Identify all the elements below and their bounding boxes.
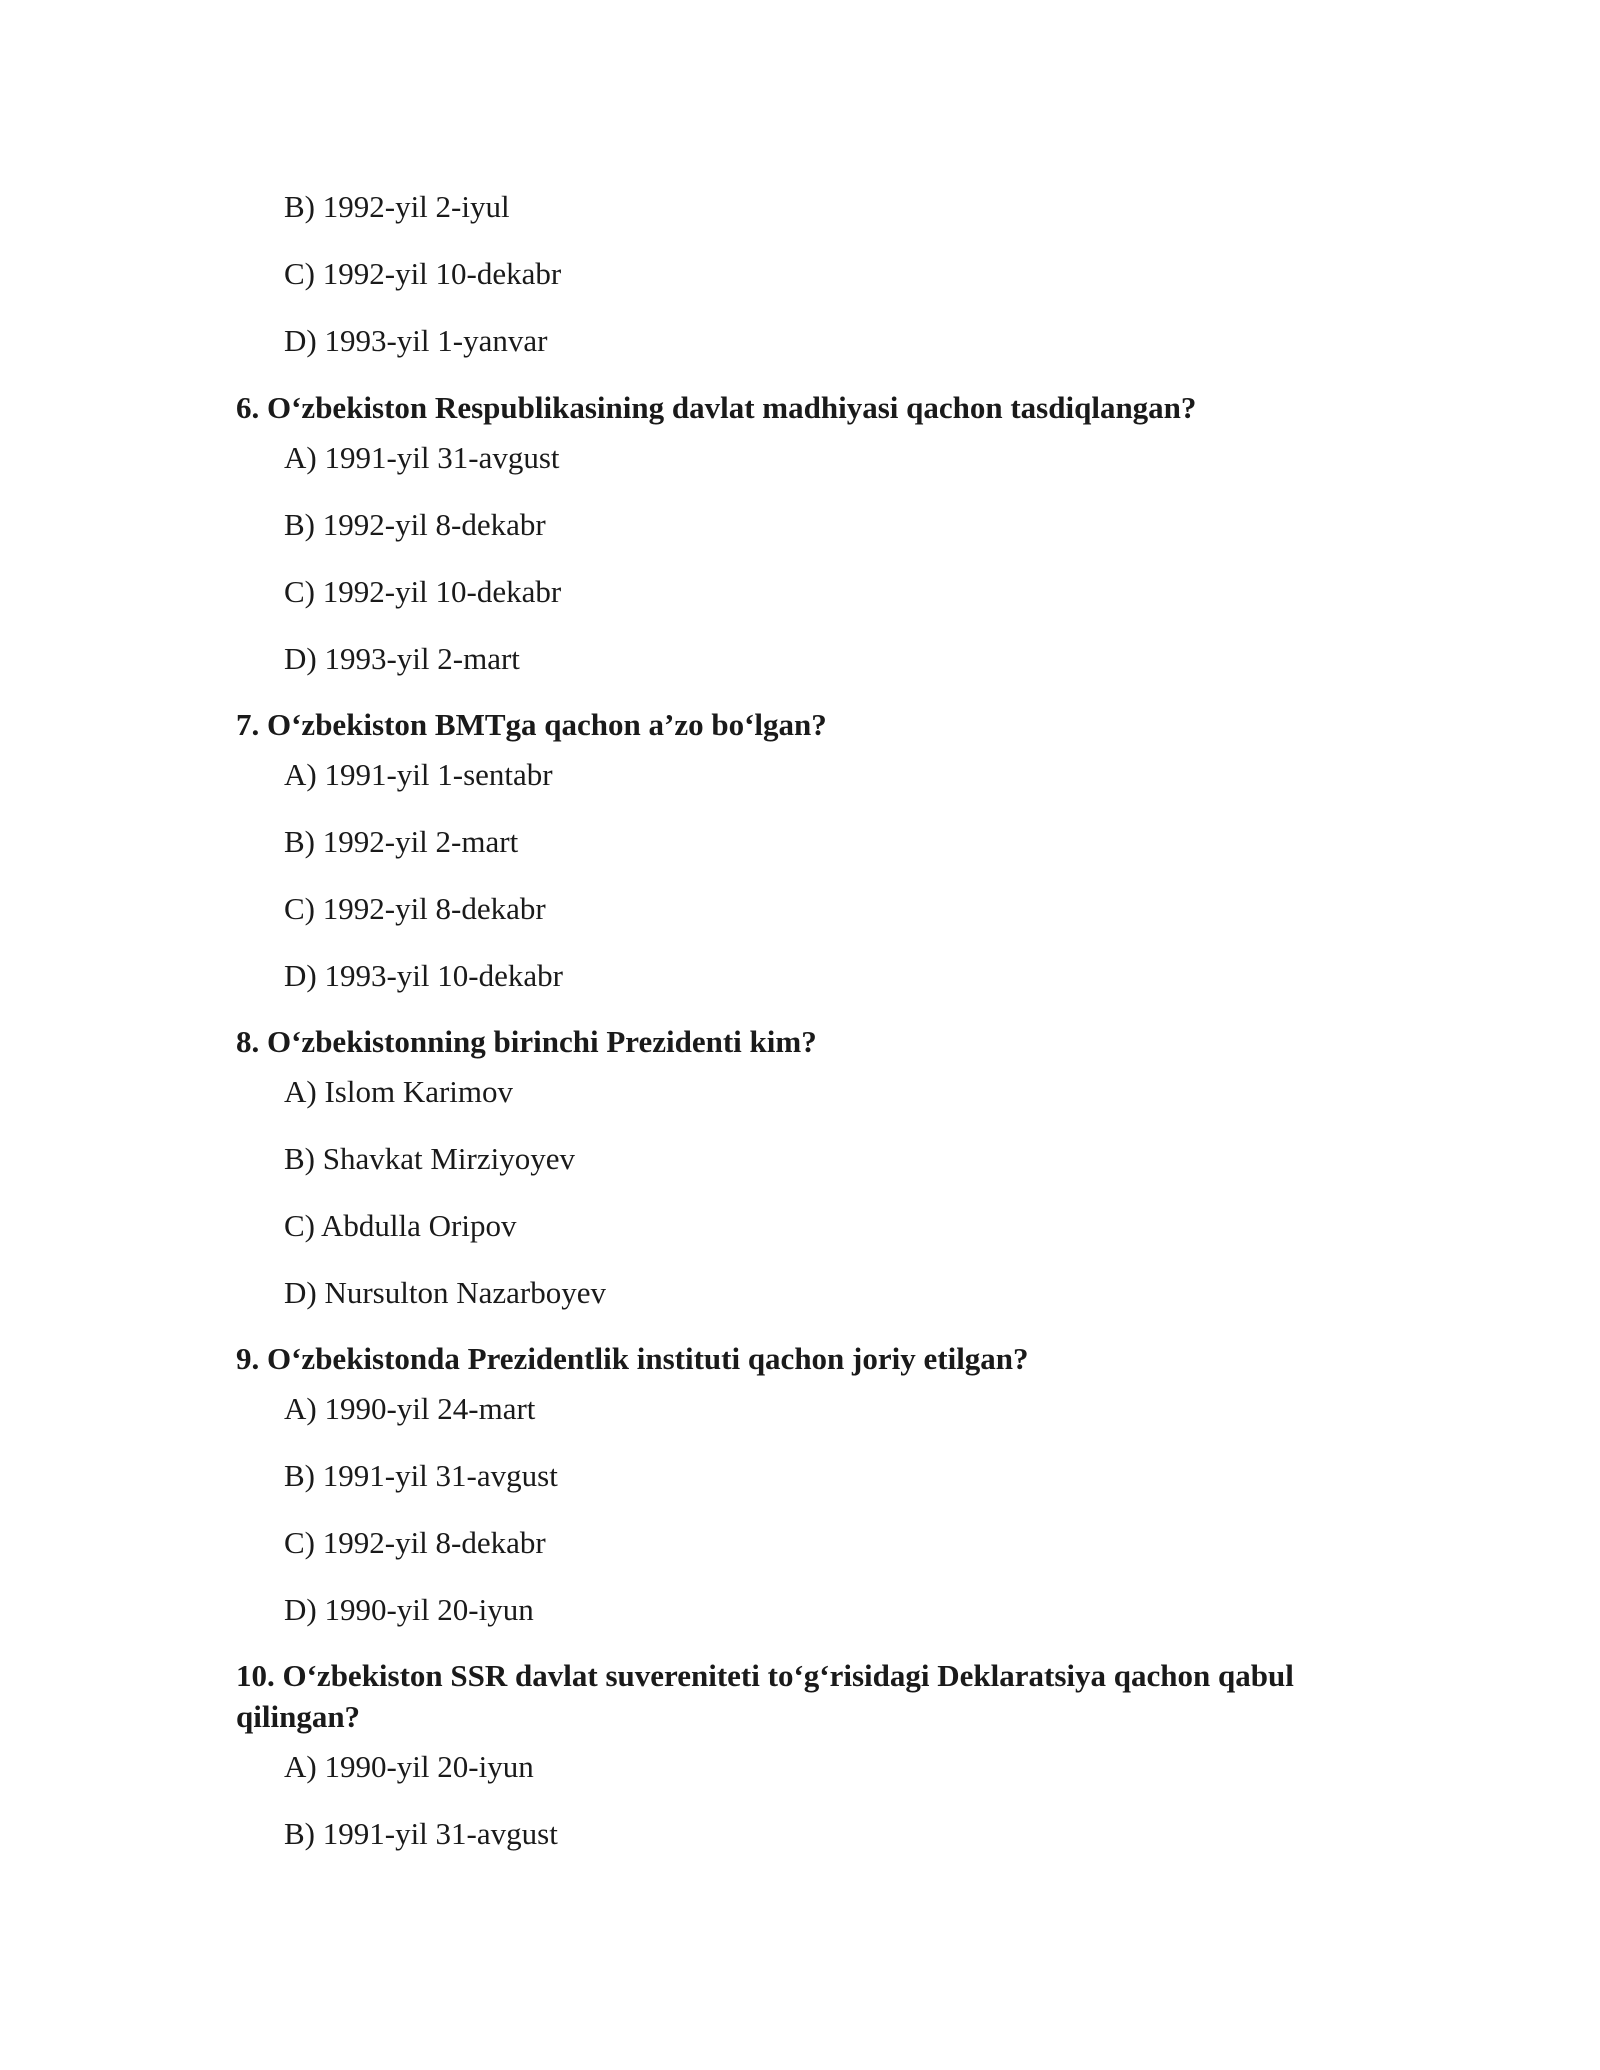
answer-option: B) 1992-yil 2-mart bbox=[284, 824, 519, 859]
answer-option: B) 1992-yil 8-dekabr bbox=[284, 507, 546, 542]
question-text: 10. O‘zbekiston SSR davlat suvereniteti to‘g‘risidagi Deklaratsiya qachon qabul qilingan? bbox=[236, 1658, 1294, 1734]
question-text: 9. O‘zbekistonda Prezidentlik instituti qachon joriy etilgan? bbox=[236, 1341, 1029, 1376]
answer-option: B) 1992-yil 2-iyul bbox=[284, 189, 510, 224]
question-text: 8. O‘zbekistonning birinchi Prezidenti kim? bbox=[236, 1024, 817, 1059]
answer-option: C) 1992-yil 8-dekabr bbox=[284, 891, 546, 926]
answer-option: C) 1992-yil 8-dekabr bbox=[284, 1525, 546, 1560]
answer-option: A) Islom Karimov bbox=[284, 1074, 514, 1109]
answer-option: B) 1991-yil 31-avgust bbox=[284, 1458, 558, 1493]
question-text: 6. O‘zbekiston Respublikasining davlat madhiyasi qachon tasdiqlangan? bbox=[236, 390, 1197, 425]
answer-option: D) Nursulton Nazarboyev bbox=[284, 1275, 606, 1310]
answer-option: B) Shavkat Mirziyoyev bbox=[284, 1141, 576, 1176]
answer-option: B) 1991-yil 31-avgust bbox=[284, 1816, 558, 1851]
answer-option: D) 1993-yil 10-dekabr bbox=[284, 958, 563, 993]
answer-option: C) 1992-yil 10-dekabr bbox=[284, 574, 562, 609]
answer-option: C) Abdulla Oripov bbox=[284, 1208, 517, 1243]
answer-option: D) 1993-yil 1-yanvar bbox=[284, 323, 548, 358]
answer-option: A) 1991-yil 31-avgust bbox=[284, 440, 560, 475]
question-text: 7. O‘zbekiston BMTga qachon a’zo bo‘lgan? bbox=[236, 707, 827, 742]
answer-option: A) 1991-yil 1-sentabr bbox=[284, 757, 553, 792]
answer-option: D) 1990-yil 20-iyun bbox=[284, 1592, 534, 1627]
answer-option: A) 1990-yil 24-mart bbox=[284, 1391, 536, 1426]
answer-option: A) 1990-yil 20-iyun bbox=[284, 1749, 534, 1784]
answer-option: C) 1992-yil 10-dekabr bbox=[284, 256, 562, 291]
answer-option: D) 1993-yil 2-mart bbox=[284, 641, 520, 676]
